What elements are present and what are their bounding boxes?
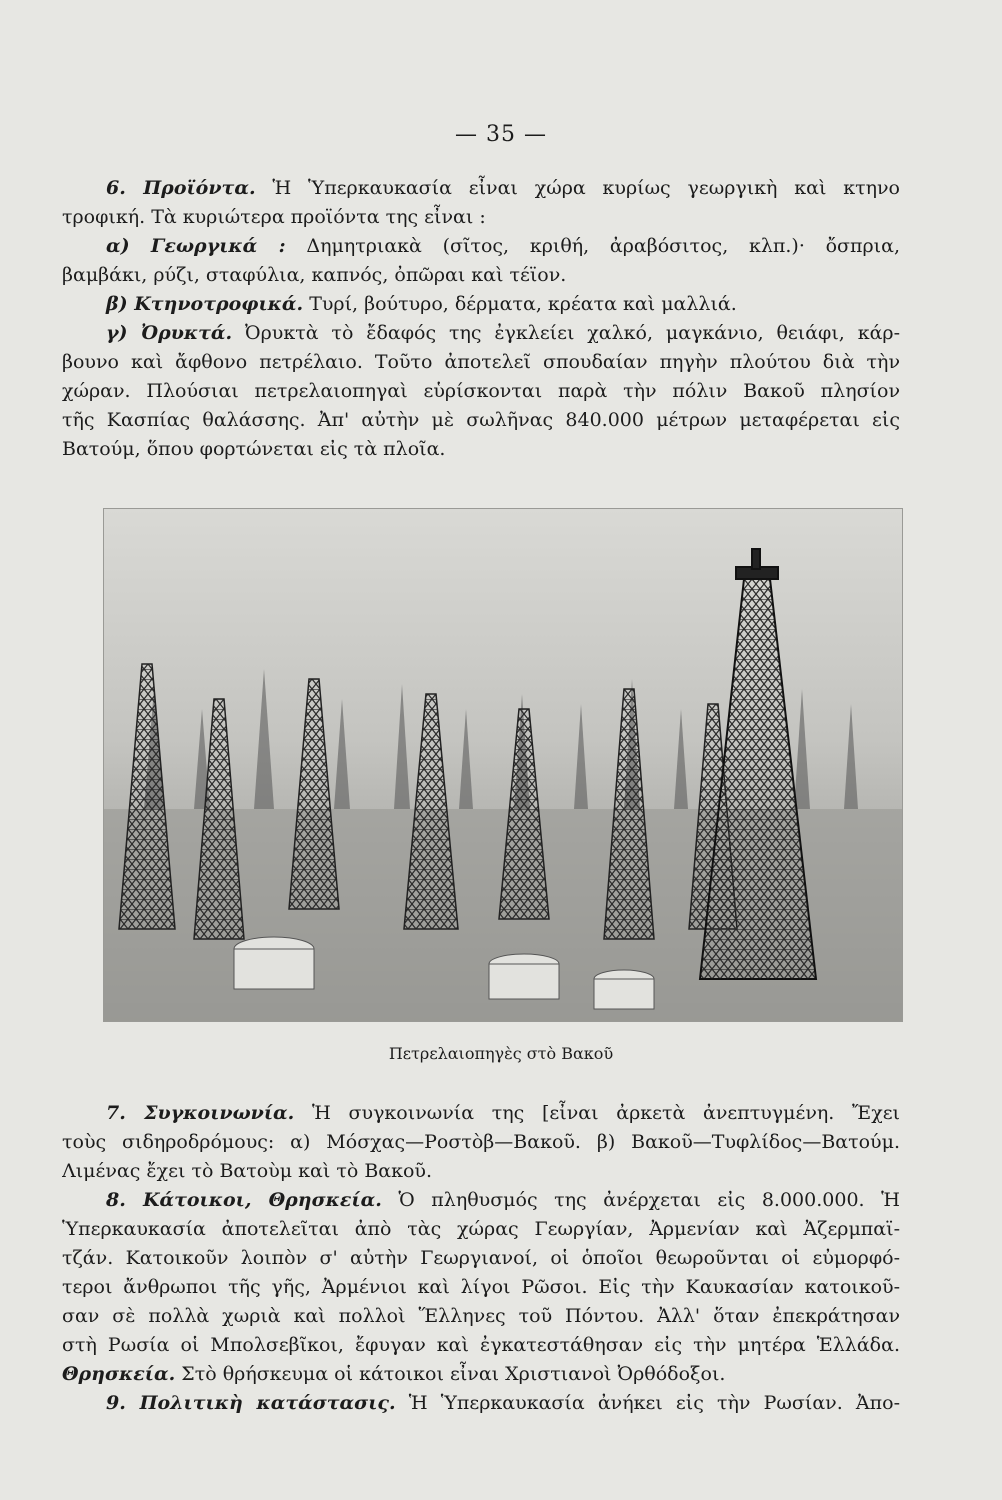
livestock-label: β) Κτηνοτροφικά.: [106, 293, 304, 315]
minerals-line-5: Βατούμ, ὅπου φορτώνεται εἰς τὰ πλοῖα.: [62, 438, 446, 460]
livestock-line: β) Κτηνοτροφικά. Τυρί, βούτυρο, δέρματα, κρέατα καὶ μαλλιά.: [106, 293, 737, 315]
population-line-2: Ὑπερκαυκασία ἀποτελεῖται ἀπὸ τὰς χώρας Γεωργίαν, Ἀρμενίαν καὶ Ἀζερμπαϊ-: [62, 1218, 900, 1240]
agri-label: α) Γεωργικά :: [106, 235, 286, 257]
minerals-line-3: χώραν. Πλούσιαι πετρελαιοπηγαὶ εὑρίσκονται παρὰ τὴν πόλιν Βακοῦ πλησίον: [62, 380, 900, 402]
agri-line-1: α) Γεωργικά : Δημητριακὰ (σῖτος, κριθή, ἀραβόσιτος, κλπ.)· ὄσπρια,: [106, 235, 900, 257]
minerals-line-4: τῆς Κασπίας θαλάσσης. Ἀπ' αὐτὴν μὲ σωλῆνας 840.000 μέτρων μεταφέρεται εἰς: [62, 409, 900, 431]
population-line-5: σαν σὲ πολλὰ χωριὰ καὶ πολλοὶ Ἕλληνες τοῦ Πόντου. Ἀλλ' ὅταν ἐπεκράτησαν: [62, 1305, 900, 1327]
oil-field-illustration: [104, 509, 902, 1021]
minerals-line-1: γ) Ὀρυκτά. Ὀρυκτὰ τὸ ἔδαφός της ἐγκλείει χαλκό, μαγκάνιο, θειάφι, κάρ-: [106, 322, 900, 344]
oil-derricks-photo: [103, 508, 903, 1022]
section-products: [62, 174, 900, 464]
religion-line: Θρησκεία. Στὸ θρήσκευμα οἱ κάτοικοι εἶναι Χριστιανοὶ Ὀρθόδοξοι.: [62, 1363, 726, 1385]
products-heading: 6. Προϊόντα.: [106, 177, 256, 199]
transport-line-2: τοὺς σιδηροδρόμους: α) Μόσχας—Ροστὸβ—Βακοῦ. β) Βακοῦ—Τυφλίδος—Βατούμ.: [62, 1131, 900, 1153]
photo-caption: Πετρελαιοπηγὲς στὸ Βακοῦ: [388, 1044, 614, 1063]
transport-line-3: Λιμένας ἔχει τὸ Βατοὺμ καὶ τὸ Βακοῦ.: [62, 1160, 433, 1182]
section-lower: [62, 1099, 900, 1418]
population-line-1: 8. Κάτοικοι, Θρησκεία. Ὁ πληθυσμός της ἀνέρχεται εἰς 8.000.000. Ἡ: [106, 1189, 900, 1211]
transport-heading: 7. Συγκοινωνία.: [106, 1102, 295, 1124]
page-number: — 35 —: [455, 122, 547, 147]
agri-line-2: βαμβάκι, ρύζι, σταφύλια, καπνός, ὀπῶραι καὶ τέϊον.: [62, 264, 567, 286]
products-line-1: 6. Προϊόντα. Ἡ Ὑπερκαυκασία εἶναι χώρα κυρίως γεωργικὴ καὶ κτηνο: [106, 177, 900, 199]
politics-heading: 9. Πολιτικὴ κατάστασις.: [106, 1392, 396, 1414]
population-line-4: τεροι ἄνθρωποι τῆς γῆς, Ἀρμένιοι καὶ λίγοι Ρῶσοι. Εἰς τὴν Καυκασίαν κατοικοῦ-: [62, 1276, 900, 1298]
politics-line-1: 9. Πολιτικὴ κατάστασις. Ἡ Ὑπερκαυκασία ἀνήκει εἰς τὴν Ρωσίαν. Ἀπο-: [106, 1392, 900, 1414]
transport-line-1: 7. Συγκοινωνία. Ἡ συγκοινωνία της [εἶναι ἀρκετὰ ἀνεπτυγμένη. Ἔχει: [106, 1102, 900, 1124]
religion-label: Θρησκεία.: [62, 1363, 176, 1385]
products-line-2: τροφική. Τὰ κυριώτερα προϊόντα της εἶναι :: [62, 206, 486, 228]
minerals-label: γ) Ὀρυκτά.: [106, 322, 233, 344]
population-heading: 8. Κάτοικοι, Θρησκεία.: [106, 1189, 382, 1211]
population-line-6: στὴ Ρωσία οἱ Μπολσεβῖκοι, ἔφυγαν καὶ ἐγκατεστάθησαν εἰς τὴν μητέρα Ἑλλάδα.: [62, 1334, 900, 1356]
minerals-line-2: βουνο καὶ ἄφθονο πετρέλαιο. Τοῦτο ἀποτελεῖ σπουδαίαν πηγὴν πλούτου διὰ τὴν: [62, 351, 900, 373]
population-line-3: τζάν. Κατοικοῦν λοιπὸν σ' αὐτὴν Γεωργιανοί, οἱ ὁποῖοι θεωροῦνται οἱ εὐμορφό-: [62, 1247, 900, 1269]
